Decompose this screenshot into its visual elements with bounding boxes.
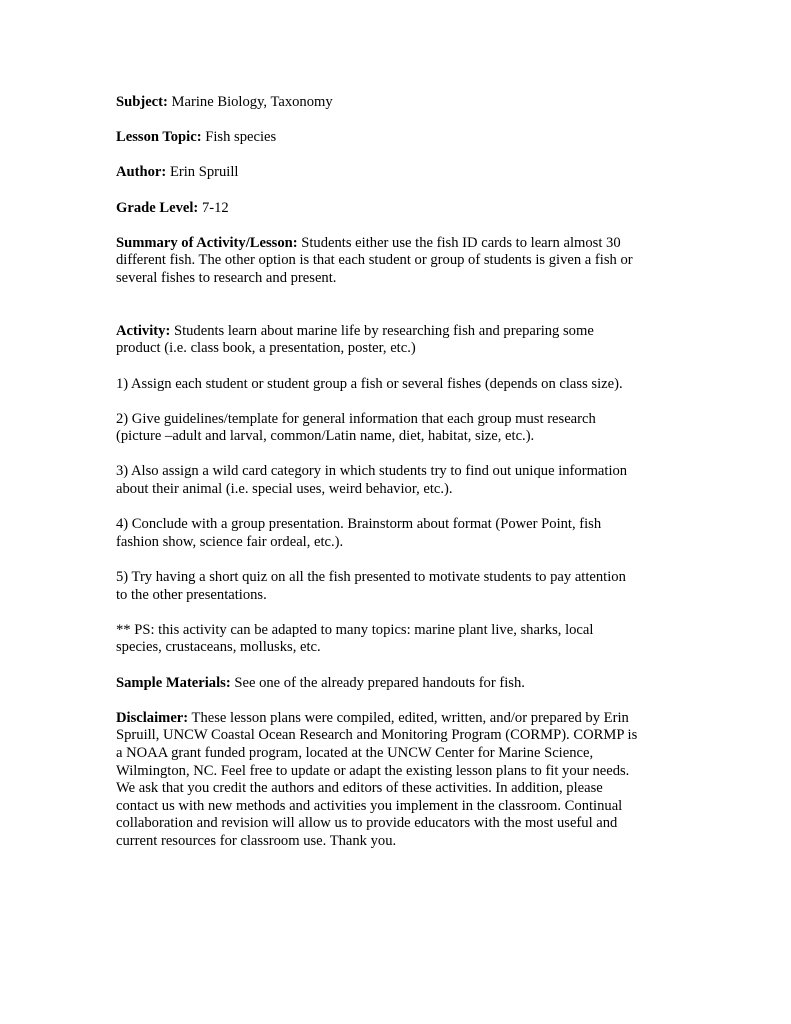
disclaimer-paragraph	[116, 710, 676, 851]
lesson-topic-label: Lesson Topic:	[116, 129, 202, 146]
activity-label: Activity:	[116, 322, 171, 339]
activity-step: 4) Conclude with a group presentation. Brainstorm about format (Power Point, fish fashion show, science fair ordeal, etc.).	[116, 516, 602, 550]
subject-value: Marine Biology, Taxonomy	[171, 94, 333, 110]
author-line	[116, 164, 676, 182]
activity-step: 5) Try having a short quiz on all the fish presented to motivate students to pay attention to the other presentations.	[116, 569, 626, 603]
subject-label: Subject:	[116, 94, 168, 110]
lesson-topic-line	[116, 129, 676, 147]
disclaimer-text: These lesson plans were compiled, edited, written, and/or prepared by Erin Spruill, UNCW Coastal Ocean Research and Monitoring Program (CORMP). CORMP is a NOAA grant funded program, located at the UNCW Center for Marine Science, Wilmington, NC. Feel free to update or adapt the existing lesson plans to fit your needs. We ask that you credit the authors and editors of these activities. In addition, please contact us with new methods and activities you implement in the classroom. Continual collaboration and revision will allow us to provide educators with the most useful and current resources for classroom use. Thank you.	[116, 709, 638, 849]
grade-level-value: 7-12	[201, 199, 229, 216]
materials-paragraph	[116, 675, 676, 693]
grade-level-label: Grade Level:	[116, 199, 199, 216]
subject-line	[116, 94, 676, 112]
author-value: Erin Spruill	[169, 164, 239, 181]
summary-label: Summary of Activity/Lesson:	[116, 234, 298, 251]
activity-text: Students learn about marine life by researching fish and preparing some product (i.e. class book, a presentation, poster, etc.)	[116, 322, 594, 357]
summary-paragraph	[116, 235, 676, 288]
activity-step: 2) Give guidelines/template for general information that each group must research (picture –adult and larval, common/Latin name, diet, habitat, size, etc.).	[116, 410, 596, 445]
summary-text: Students either use the fish ID cards to learn almost 30 different fish. The other option is that each student or group of students is given a fish or several fishes to research and present.	[116, 234, 633, 286]
activity-step: 1) Assign each student or student group a fish or several fishes (depends on class size).	[116, 375, 623, 392]
lesson-topic-value: Fish species	[205, 129, 277, 146]
author-label: Author:	[116, 164, 167, 181]
materials-text: See one of the already prepared handouts for fish.	[230, 674, 525, 691]
grade-level-line	[116, 200, 676, 218]
lesson-plan-document	[116, 94, 676, 868]
ps-note: ** PS: this activity can be adapted to many topics: marine plant live, sharks, local species, crustaceans, mollusks, etc.	[116, 621, 594, 656]
activity-paragraph	[116, 323, 676, 358]
materials-label: Sample Materials:	[116, 674, 231, 691]
activity-step: 3) Also assign a wild card category in which students try to find out unique information about their animal (i.e. special uses, weird behavior, etc.).	[116, 463, 628, 498]
disclaimer-label: Disclaimer:	[116, 709, 189, 726]
